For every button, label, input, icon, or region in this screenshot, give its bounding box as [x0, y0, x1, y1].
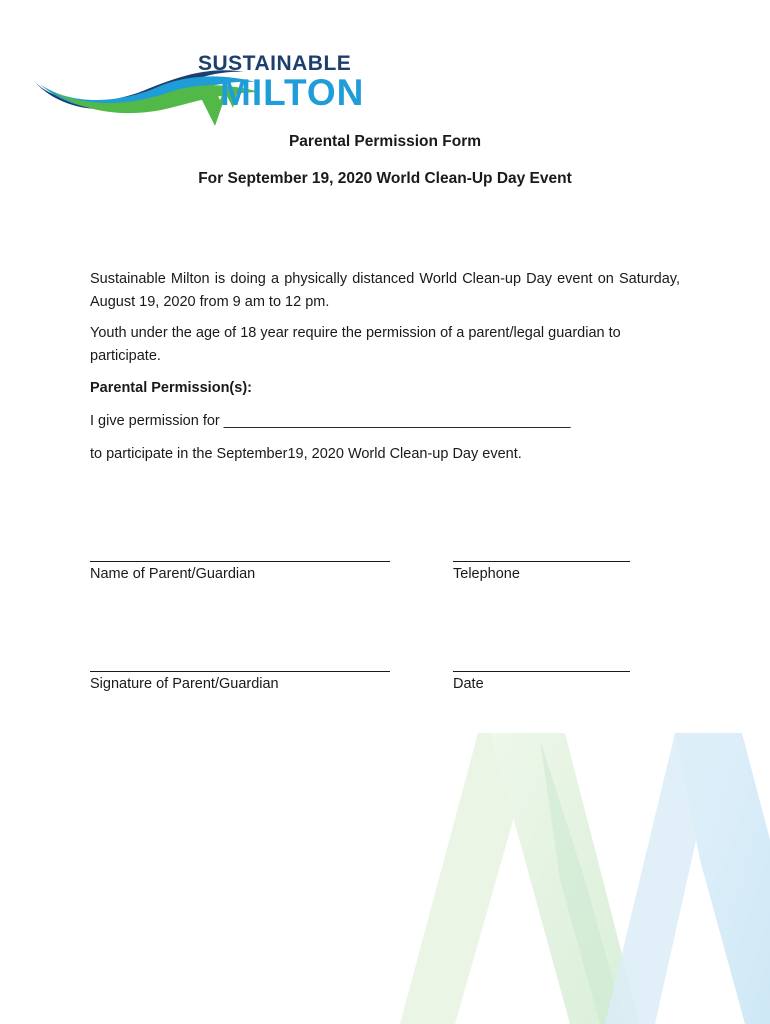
parent-signature-field[interactable]: [90, 655, 390, 672]
telephone-underline[interactable]: [453, 545, 630, 562]
telephone-label: Telephone: [453, 566, 520, 582]
give-permission-field[interactable]: I give permission for ___________________________________________: [90, 413, 571, 429]
form-title: Parental Permission Form: [288, 133, 482, 150]
logo-text-sustainable: SUSTAINABLE: [198, 52, 352, 75]
logo-text-milton: MILTON: [220, 72, 365, 113]
date-field[interactable]: [453, 655, 630, 672]
date-label: Date: [453, 676, 484, 692]
participate-statement: to participate in the September19, 2020 World Clean-up Day event.: [90, 446, 522, 462]
date-underline[interactable]: [453, 655, 630, 672]
parent-signature-underline[interactable]: [90, 655, 390, 672]
parent-signature-label: Signature of Parent/Guardian: [90, 676, 279, 692]
sustainable-milton-logo: [30, 48, 365, 128]
intro-paragraph: Sustainable Milton is doing a physically distanced World Clean-up Day event on Saturday, August 19, 2020 from 9 am to 12 pm.: [90, 271, 680, 310]
age-requirement-paragraph: Youth under the age of 18 year require the permission of a parent/legal guardian to participate.: [90, 325, 621, 364]
permission-heading: Parental Permission(s):: [90, 380, 252, 396]
parent-name-label: Name of Parent/Guardian: [90, 566, 256, 582]
form-subtitle: For September 19, 2020 World Clean-Up Day Event: [198, 170, 572, 187]
parent-name-underline[interactable]: [90, 545, 390, 562]
parent-name-field[interactable]: [90, 545, 390, 562]
telephone-field[interactable]: [453, 545, 630, 562]
